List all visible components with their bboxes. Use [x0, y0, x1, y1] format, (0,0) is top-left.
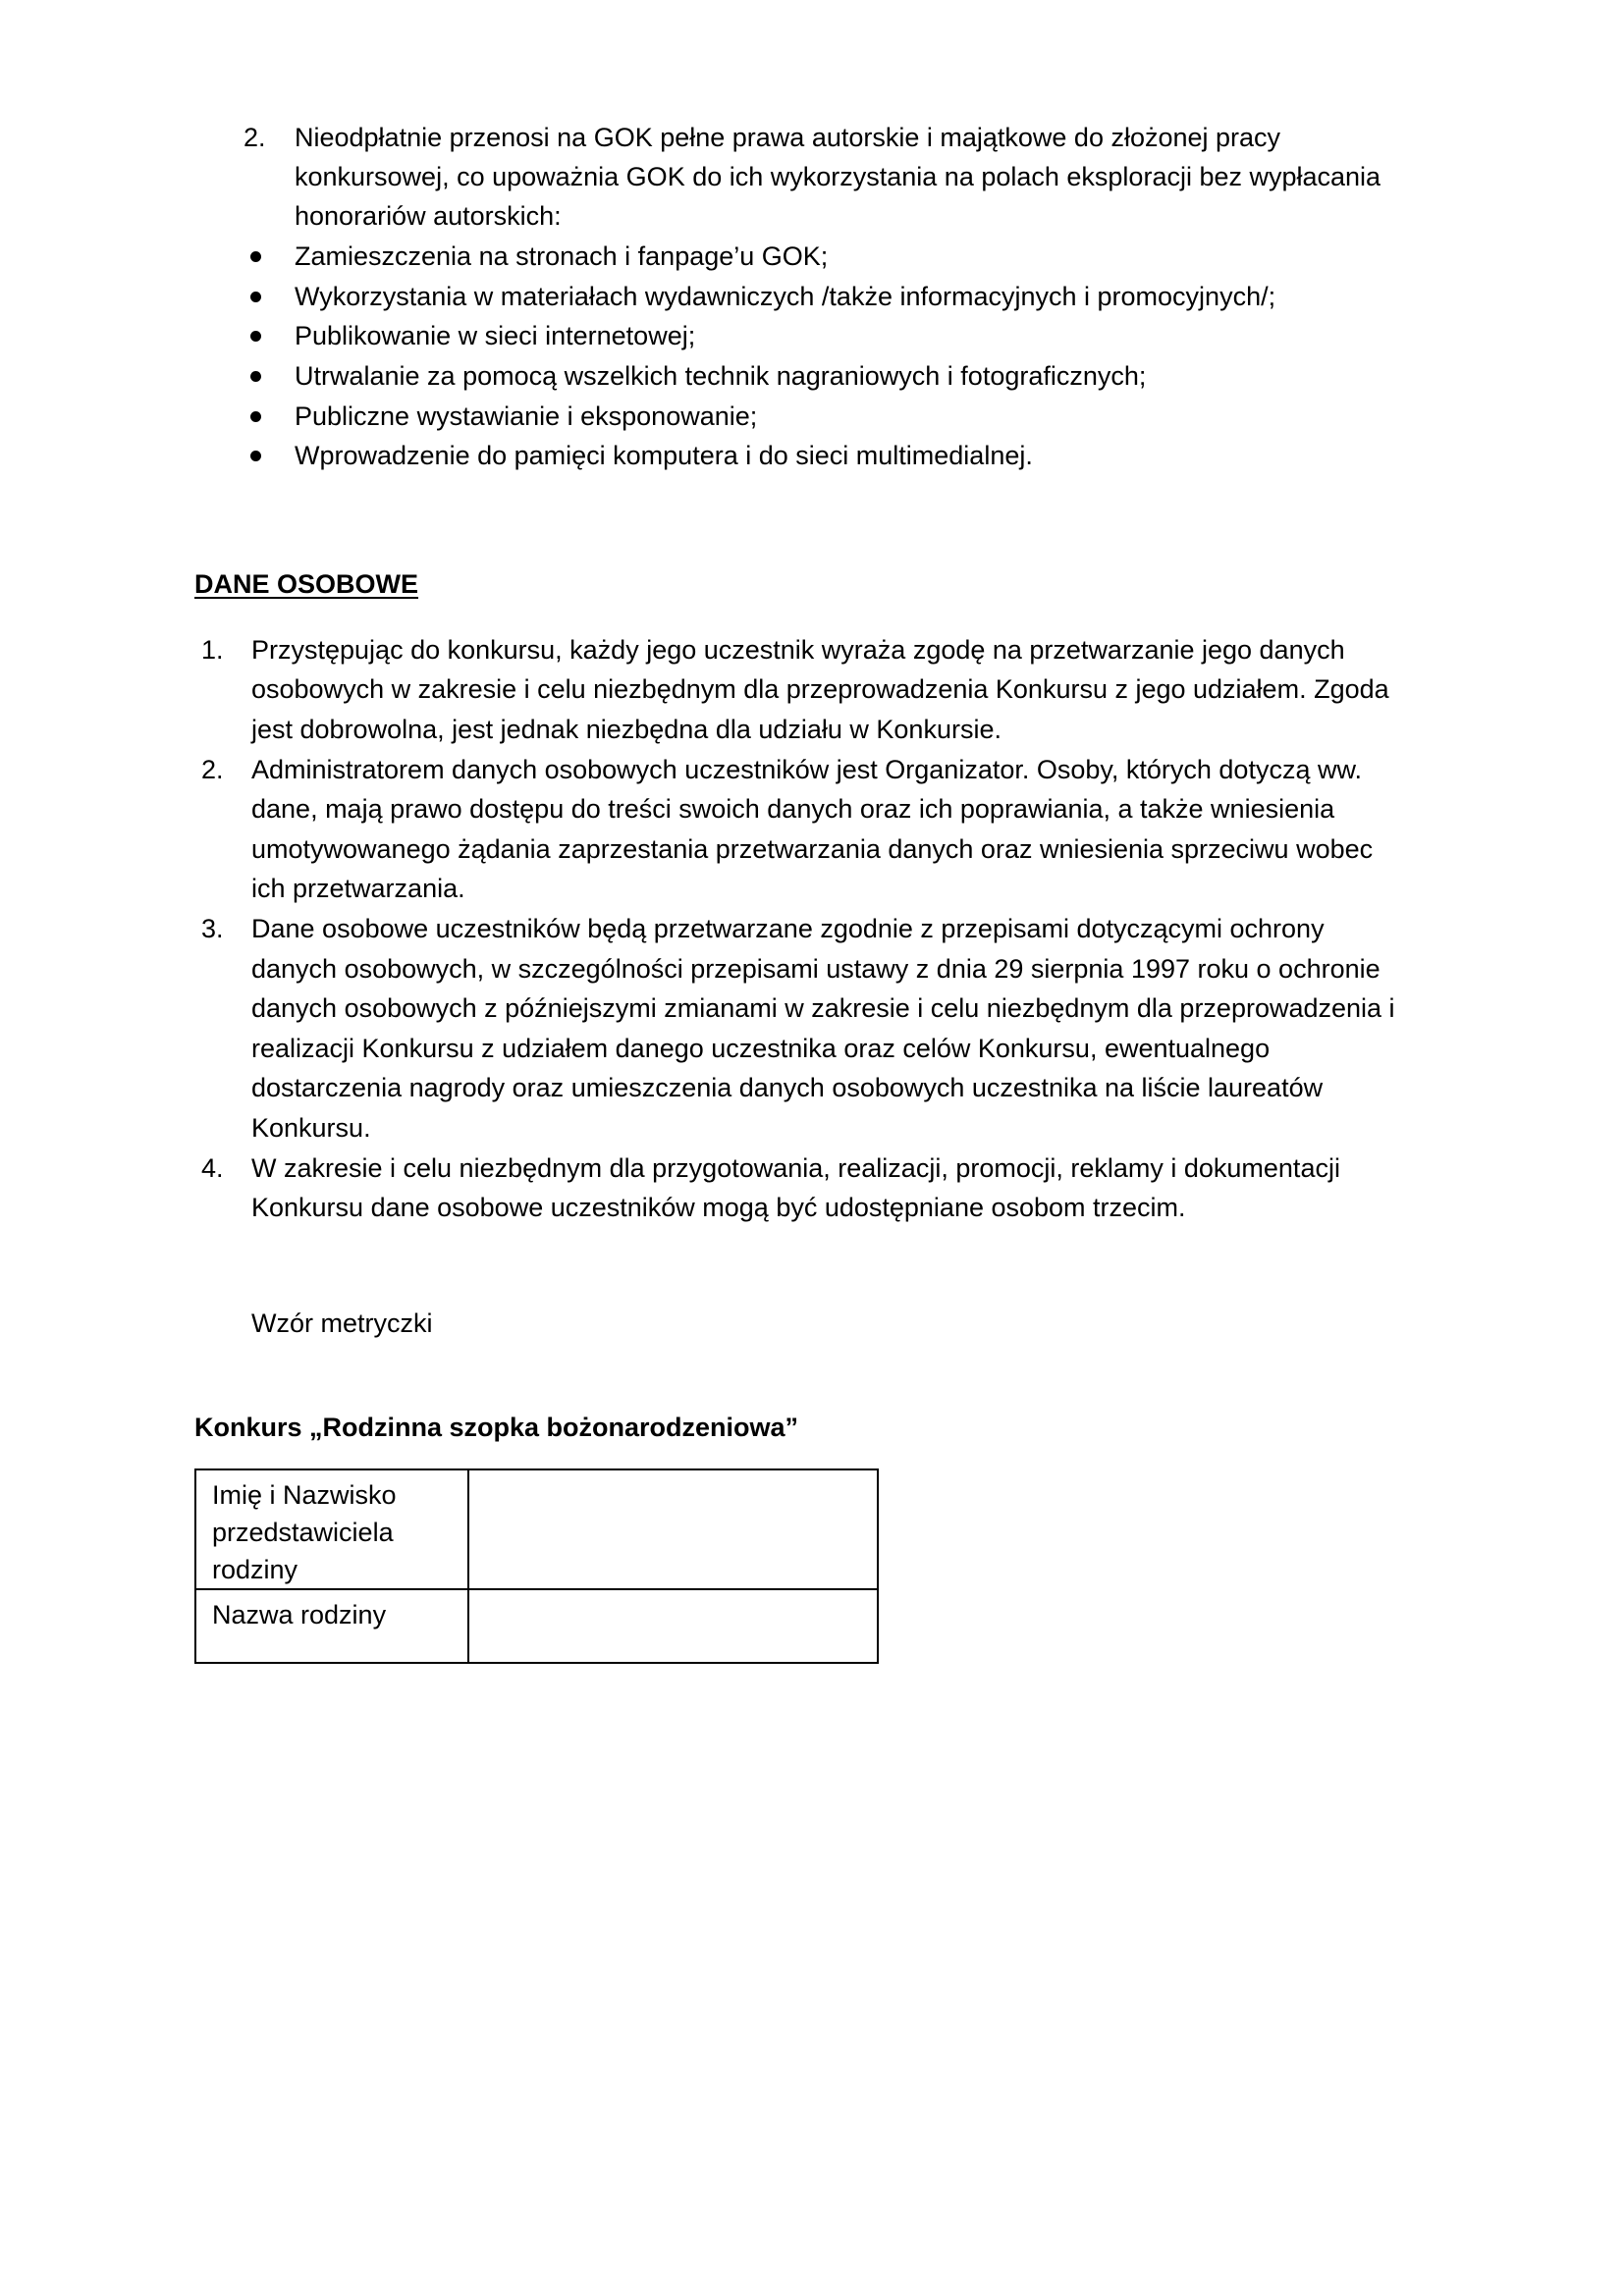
paragraph-line: jest dobrowolna, jest jednak niezbędna dla udziału w Konkursie.: [251, 715, 1001, 744]
cell-label-line: rodziny: [212, 1555, 298, 1584]
section-heading: DANE OSOBOWE: [194, 569, 419, 599]
table-value-cell[interactable]: [468, 1589, 878, 1663]
bullet-item: Publiczne wystawianie i eksponowanie;: [295, 401, 758, 431]
paragraph-line: realizacji Konkursu z udziałem danego uczestnika oraz celów Konkursu, ewentualnego: [251, 1034, 1271, 1063]
template-caption: Wzór metryczki: [251, 1308, 433, 1338]
bullet-item: Utrwalanie za pomocą wszelkich technik nagraniowych i fotograficznych;: [295, 361, 1147, 391]
bullet-icon: [250, 411, 261, 422]
table-row: [195, 1469, 878, 1589]
list-number: 1.: [201, 635, 224, 665]
bullet-icon: [250, 371, 261, 382]
bullet-icon: [250, 451, 261, 461]
cell-label-line: Imię i Nazwisko: [212, 1480, 397, 1510]
list-number: 3.: [201, 914, 224, 943]
paragraph-line: Dane osobowe uczestników będą przetwarzane zgodnie z przepisami dotyczącymi ochrony: [251, 914, 1325, 943]
bullet-icon: [250, 292, 261, 302]
paragraph-line: osobowych w zakresie i celu niezbędnym dla przeprowadzenia Konkursu z jego udziałem. Zgoda: [251, 674, 1389, 704]
list-number: 4.: [201, 1153, 224, 1183]
paragraph-line: danych osobowych, w szczególności przepisami ustawy z dnia 29 sierpnia 1997 roku o ochronie: [251, 954, 1380, 984]
paragraph-line: danych osobowych z późniejszymi zmianami w zakresie i celu niezbędnym dla przeprowadzenia i: [251, 993, 1395, 1023]
paragraph-line: konkursowej, co upoważnia GOK do ich wykorzystania na polach eksploracji bez wypłacania: [295, 162, 1381, 191]
bullet-icon: [250, 331, 261, 342]
table-label-cell: [195, 1589, 468, 1663]
bullet-icon: [250, 251, 261, 262]
paragraph-line: Konkursu dane osobowe uczestników mogą być udostępniane osobom trzecim.: [251, 1193, 1186, 1222]
cell-label-line: Nazwa rodziny: [212, 1600, 387, 1629]
list-number: 2.: [244, 123, 266, 152]
paragraph-line: ich przetwarzania.: [251, 874, 465, 903]
paragraph-line: dane, mają prawo dostępu do treści swoich danych oraz ich poprawiania, a także wniesienia: [251, 794, 1335, 824]
paragraph-line: Nieodpłatnie przenosi na GOK pełne prawa autorskie i majątkowe do złożonej pracy: [295, 123, 1281, 152]
paragraph-line: honorariów autorskich:: [295, 201, 562, 231]
paragraph-line: dostarczenia nagrody oraz umieszczenia danych osobowych uczestnika na liście laureatów: [251, 1073, 1324, 1102]
list-number: 2.: [201, 755, 224, 784]
metryczka-table: [194, 1468, 879, 1664]
bullet-item: Publikowanie w sieci internetowej;: [295, 321, 696, 350]
paragraph-line: umotywowanego żądania zaprzestania przetwarzania danych oraz wniesienia sprzeciwu wobec: [251, 834, 1374, 864]
bullet-item: Zamieszczenia na stronach i fanpage’u GOK;: [295, 241, 829, 271]
cell-label-line: przedstawiciela: [212, 1518, 394, 1547]
paragraph-line: Konkursu.: [251, 1113, 371, 1143]
table-label-cell: [195, 1469, 468, 1589]
paragraph-line: Administratorem danych osobowych uczestników jest Organizator. Osoby, których dotyczą ww.: [251, 755, 1362, 784]
table-value-cell[interactable]: [468, 1469, 878, 1589]
bullet-item: Wykorzystania w materiałach wydawniczych /także informacyjnych i promocyjnych/;: [295, 282, 1276, 311]
contest-title: Konkurs „Rodzinna szopka bożonarodzeniowa”: [194, 1413, 799, 1442]
paragraph-line: W zakresie i celu niezbędnym dla przygotowania, realizacji, promocji, reklamy i dokumentacji: [251, 1153, 1340, 1183]
paragraph-line: Przystępując do konkursu, każdy jego uczestnik wyraża zgodę na przetwarzanie jego danych: [251, 635, 1345, 665]
bullet-item: Wprowadzenie do pamięci komputera i do sieci multimedialnej.: [295, 441, 1033, 470]
table-row: [195, 1589, 878, 1663]
